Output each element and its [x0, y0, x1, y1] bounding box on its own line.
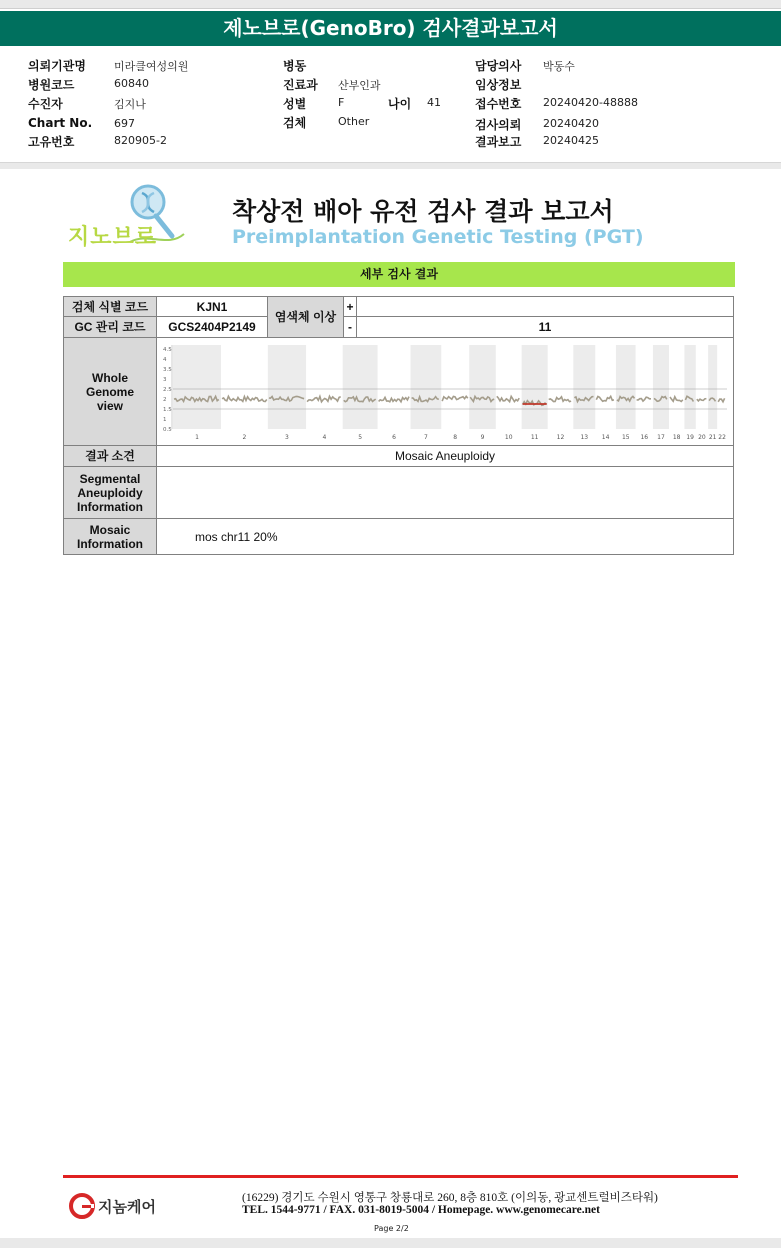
unique-id-label: 고유번호	[28, 135, 75, 149]
hospital-code-label: 병원코드	[28, 78, 75, 92]
age-value: 41	[427, 96, 441, 109]
chart-no-label: Chart No.	[28, 116, 93, 130]
y-tick-label: 3	[163, 376, 167, 383]
x-tick-label: 8	[453, 433, 458, 441]
segmental-value	[157, 467, 734, 519]
cn-trace-chr8	[442, 396, 468, 401]
chromosome-abnormality-label: 염색체 이상	[268, 297, 344, 338]
footer-address: (16229) 경기도 수원시 영통구 창룡대로 260, 8층 810호 (이의동, 광교센트럴비즈타워)	[242, 1192, 658, 1204]
x-tick-label: 6	[392, 433, 396, 441]
chromosome-band-1	[173, 345, 221, 429]
department-label: 진료과	[283, 78, 318, 92]
y-tick-label: 3.5	[163, 366, 172, 373]
genome-view-label: Whole Genome view	[64, 338, 157, 446]
y-tick-label: 0.5	[163, 426, 172, 433]
y-tick-label: 2	[163, 396, 167, 403]
header-divider	[0, 162, 781, 169]
logo-text: 지노브로	[68, 225, 158, 250]
report-title-korean: 착상전 배아 유전 검사 결과 보고서	[232, 197, 614, 226]
x-tick-label: 19	[686, 433, 694, 441]
genomecare-g-icon	[68, 1192, 96, 1220]
cn-trace-chr20	[697, 398, 707, 400]
x-tick-label: 14	[601, 433, 610, 441]
sex-value: F	[338, 96, 345, 109]
x-tick-label: 11	[530, 433, 539, 441]
x-tick-label: 5	[358, 433, 363, 441]
loss-sign: -	[344, 317, 357, 338]
chromosome-band-11	[522, 345, 548, 429]
chromosome-band-19	[684, 345, 695, 429]
cn-trace-chr4	[307, 396, 341, 402]
request-date-label: 검사의뢰	[475, 118, 522, 132]
patient-name-label: 수진자	[28, 97, 63, 111]
cn-trace-chr14	[596, 396, 614, 401]
loss-value: 11	[357, 317, 734, 338]
requesting-institution-label: 의뢰기관명	[28, 59, 86, 73]
chromosome-band-3	[268, 345, 306, 429]
x-tick-label: 9	[480, 433, 485, 441]
hospital-code-value: 60840	[114, 77, 149, 90]
y-tick-label: 1	[163, 416, 167, 423]
x-tick-label: 20	[698, 433, 706, 441]
request-date-value: 20240420	[543, 117, 599, 130]
x-tick-label: 4	[322, 433, 327, 441]
sex-label: 성별	[283, 97, 307, 111]
report-date-value: 20240425	[543, 134, 599, 147]
x-tick-label: 18	[672, 433, 681, 441]
chromosome-band-7	[411, 345, 442, 429]
department-value: 산부인과	[338, 79, 381, 92]
y-tick-label: 1.5	[163, 406, 172, 413]
finding-label: 결과 소견	[64, 446, 157, 467]
requesting-institution-value: 미라클여성의원	[114, 60, 189, 73]
results-table	[63, 296, 734, 555]
x-tick-label: 21	[708, 433, 717, 441]
chart-no-value: 697	[114, 117, 135, 130]
mosaic-label: Mosaic Information	[64, 519, 157, 555]
y-tick-label: 2.5	[163, 386, 172, 393]
patient-header	[0, 50, 781, 160]
report-banner: 제노브로(GenoBro) 검사결과보고서	[0, 11, 781, 46]
clinical-info-label: 임상정보	[475, 78, 522, 92]
x-tick-label: 16	[640, 433, 649, 441]
doctor-value: 박동수	[543, 60, 575, 73]
bottom-bar	[0, 1238, 781, 1248]
section-title: 세부 검사 결과	[63, 262, 735, 287]
cn-trace-chr10	[497, 396, 519, 401]
cn-trace-chr22	[718, 398, 724, 402]
report-title-english: Preimplantation Genetic Testing (PGT)	[232, 226, 644, 248]
cn-trace-chr18	[670, 396, 683, 401]
specimen-value: Other	[338, 115, 370, 128]
x-tick-label: 7	[423, 433, 428, 441]
chromosome-band-15	[616, 345, 636, 429]
mosaic-value: mos chr11 20%	[157, 519, 734, 555]
chromosome-band-13	[573, 345, 595, 429]
x-tick-label: 10	[504, 433, 513, 441]
company-name: 지놈케어	[98, 1198, 156, 1216]
specimen-id-label: 검체 식별 코드	[64, 297, 157, 317]
receipt-no-value: 20240420-48888	[543, 96, 638, 109]
segmental-label: Segmental Aneuploidy Information	[64, 467, 157, 519]
cn-trace-chr12	[549, 396, 571, 401]
ward-label: 병동	[283, 59, 307, 73]
x-tick-label: 1	[195, 433, 199, 441]
finding-value: Mosaic Aneuploidy	[157, 446, 734, 467]
top-rule	[0, 0, 781, 9]
chromosome-band-17	[653, 345, 669, 429]
x-tick-label: 22	[718, 433, 726, 441]
x-tick-label: 2	[242, 433, 247, 441]
x-tick-label: 13	[580, 433, 589, 441]
patient-name-value: 김지나	[114, 98, 146, 111]
x-tick-label: 17	[657, 433, 665, 441]
genome-view-cell	[157, 338, 734, 446]
unique-id-value: 820905-2	[114, 134, 167, 147]
footer-contact: TEL. 1544-9771 / FAX. 031-8019-5004 / Homepage. www.genomecare.net	[242, 1204, 600, 1216]
x-tick-label: 3	[285, 433, 289, 441]
cn-trace-chr6	[379, 396, 409, 401]
cn-trace-chr16	[637, 397, 651, 401]
y-tick-label: 4.5	[163, 346, 172, 353]
x-tick-label: 15	[621, 433, 630, 441]
age-label: 나이	[388, 97, 412, 111]
page-number: Page 2/2	[374, 1224, 409, 1233]
specimen-id-value: KJN1	[157, 297, 268, 317]
cn-trace-chr2	[222, 396, 267, 401]
receipt-no-label: 접수번호	[475, 97, 522, 111]
gain-value	[357, 297, 734, 317]
report-date-label: 결과보고	[475, 135, 522, 149]
chromosome-band-5	[343, 345, 378, 429]
specimen-label: 검체	[283, 116, 307, 130]
doctor-label: 담당의사	[475, 59, 522, 73]
gc-code-value: GCS2404P2149	[157, 317, 268, 338]
gc-code-label: GC 관리 코드	[64, 317, 157, 338]
x-tick-label: 12	[556, 433, 565, 441]
gain-sign: +	[344, 297, 357, 317]
chromosome-band-21	[708, 345, 717, 429]
genomecare-logo	[68, 1190, 178, 1222]
genobro-logo	[66, 182, 186, 250]
chromosome-band-9	[469, 345, 496, 429]
footer-rule	[63, 1175, 738, 1178]
y-tick-label: 4	[163, 356, 167, 363]
whole-genome-chart	[157, 339, 733, 445]
